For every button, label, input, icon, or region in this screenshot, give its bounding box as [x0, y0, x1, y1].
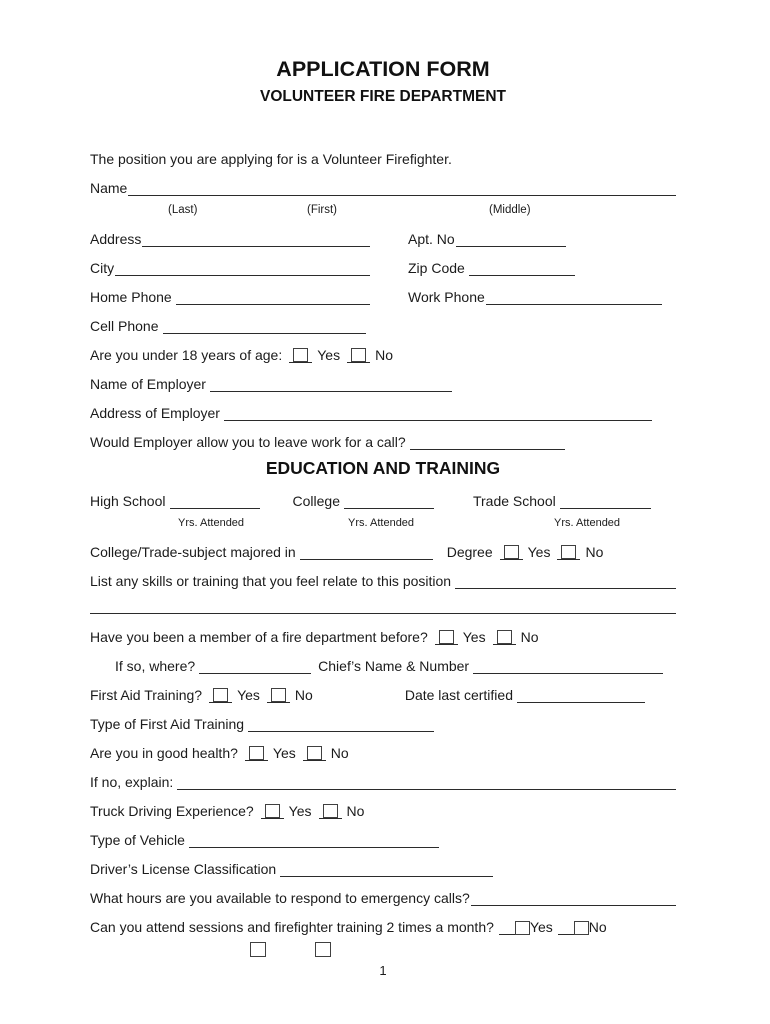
health-no-checkbox-slot — [303, 744, 326, 761]
first-aid-type-row — [90, 711, 676, 732]
yrs-attended-row — [90, 517, 676, 532]
address-line[interactable] — [142, 232, 370, 247]
education-heading: EDUCATION AND TRAINING — [265, 458, 501, 478]
truck-driving-no-checkbox[interactable] — [323, 804, 338, 818]
trade-school-label: Trade School — [472, 493, 556, 509]
no-label: No — [346, 803, 365, 819]
first-aid-label: First Aid Training? — [90, 687, 203, 703]
extra-checkbox-1[interactable] — [250, 942, 266, 957]
chiefs-name-label: Chief’s Name & Number — [318, 658, 470, 674]
yes-label: Yes — [272, 745, 296, 761]
vehicle-type-line[interactable] — [189, 833, 439, 848]
name-hints-row — [90, 204, 676, 219]
majored-row — [90, 539, 676, 560]
city-line[interactable] — [115, 261, 370, 276]
sessions-row — [90, 914, 676, 935]
first-aid-type-line[interactable] — [248, 717, 434, 732]
apt-no-label: Apt. No — [408, 231, 455, 247]
first-aid-no-checkbox[interactable] — [271, 688, 286, 702]
leave-work-row — [90, 429, 676, 450]
zip-code-line[interactable] — [469, 261, 575, 276]
first-aid-row — [90, 682, 676, 703]
under18-no-checkbox-slot — [347, 346, 370, 363]
yes-label: Yes — [317, 347, 341, 363]
yes-label: Yes — [237, 687, 260, 703]
phone-row — [90, 284, 676, 305]
explain-row — [90, 769, 676, 790]
license-line[interactable] — [280, 862, 493, 877]
member-before-yes-checkbox[interactable] — [439, 630, 454, 644]
name-label: Name — [90, 180, 128, 196]
skills-label: List any skills or training that you feel relate to this position — [90, 573, 452, 589]
under18-no-checkbox[interactable] — [351, 348, 366, 362]
good-health-yes-checkbox[interactable] — [249, 746, 264, 760]
vehicle-type-row — [90, 827, 676, 848]
no-label: No — [294, 687, 313, 703]
leave-work-line[interactable] — [410, 435, 565, 450]
member-before-label: Have you been a member of a fire department before? — [90, 629, 428, 645]
vehicle-type-label: Type of Vehicle — [90, 832, 185, 848]
city-row — [90, 255, 676, 276]
attend-sessions-label: Can you attend sessions and firefighter training 2 times a month? — [90, 919, 494, 935]
cell-phone-label: Cell Phone — [90, 318, 159, 334]
extra-checkboxes-row — [90, 940, 676, 957]
first-aid-no-checkbox-slot — [267, 686, 290, 703]
page-number: 1 — [379, 963, 387, 978]
work-phone-label: Work Phone — [408, 289, 485, 305]
apt-no-line[interactable] — [456, 232, 566, 247]
extra-checkbox-2[interactable] — [315, 942, 331, 957]
employer-name-line[interactable] — [210, 377, 452, 392]
member-before-no-checkbox[interactable] — [497, 630, 512, 644]
truck-no-checkbox-slot — [319, 802, 342, 819]
intro-row — [90, 146, 676, 167]
leave-work-label: Would Employer allow you to leave work for a call? — [90, 434, 406, 450]
if-no-explain-label: If no, explain: — [90, 774, 174, 790]
chiefs-name-line[interactable] — [473, 659, 663, 674]
address-label: Address — [90, 231, 142, 247]
where-line[interactable] — [199, 659, 311, 674]
skills-continuation-row — [90, 597, 676, 614]
college-label: College — [292, 493, 340, 509]
yes-label: Yes — [529, 919, 553, 935]
sessions-blank-1[interactable] — [499, 920, 515, 935]
no-label: No — [520, 629, 539, 645]
first-aid-yes-checkbox-slot — [209, 686, 232, 703]
under-18-row — [90, 342, 676, 363]
form-subtitle: VOLUNTEER FIRE DEPARTMENT — [260, 88, 506, 105]
no-label: No — [375, 347, 393, 363]
truck-driving-label: Truck Driving Experience? — [90, 803, 254, 819]
employer-name-label: Name of Employer — [90, 376, 206, 392]
sessions-no-checkbox[interactable] — [574, 921, 589, 935]
health-yes-checkbox-slot — [245, 744, 268, 761]
truck-driving-yes-checkbox[interactable] — [265, 804, 280, 818]
home-phone-line[interactable] — [176, 290, 370, 305]
sessions-yes-checkbox[interactable] — [515, 921, 530, 935]
education-row — [90, 488, 676, 509]
intro-text: The position you are applying for is a Volunteer Firefighter. — [90, 151, 452, 167]
majored-label: College/Trade-subject majored in — [90, 544, 296, 560]
member-yes-checkbox-slot — [435, 628, 458, 645]
address-row — [90, 226, 676, 247]
majored-line[interactable] — [300, 545, 433, 560]
if-so-where-row — [90, 653, 676, 674]
no-label: No — [330, 745, 349, 761]
trade-school-line[interactable] — [560, 494, 651, 509]
hours-available-label: What hours are you available to respond to emergency calls? — [90, 890, 470, 906]
form-title: APPLICATION FORM — [276, 57, 490, 81]
employer-address-row — [90, 400, 676, 421]
yrs-attended-hint-1: Yrs. Attended — [178, 517, 245, 529]
skills-row — [90, 568, 676, 589]
employer-address-line[interactable] — [224, 406, 652, 421]
zip-code-label: Zip Code — [408, 260, 465, 276]
no-label: No — [588, 919, 607, 935]
high-school-label: High School — [90, 493, 166, 509]
under18-yes-checkbox[interactable] — [293, 348, 308, 362]
work-phone-line[interactable] — [486, 290, 662, 305]
name-line[interactable] — [128, 181, 676, 196]
high-school-line[interactable] — [170, 494, 260, 509]
yrs-attended-hint-3: Yrs. Attended — [554, 517, 621, 529]
degree-yes-checkbox-slot — [500, 543, 523, 560]
date-certified-line[interactable] — [517, 688, 645, 703]
first-aid-yes-checkbox[interactable] — [213, 688, 228, 702]
name-last-hint: (Last) — [168, 204, 198, 216]
under-18-label: Are you under 18 years of age: — [90, 347, 283, 363]
explain-line[interactable] — [177, 775, 676, 790]
license-classification-label: Driver’s License Classification — [90, 861, 277, 877]
sessions-blank-2[interactable] — [558, 920, 574, 935]
date-certified-label: Date last certified — [404, 687, 513, 703]
good-health-label: Are you in good health? — [90, 745, 238, 761]
degree-no-checkbox[interactable] — [561, 545, 576, 559]
employer-address-label: Address of Employer — [90, 405, 220, 421]
first-aid-type-label: Type of First Aid Training — [90, 716, 245, 732]
if-so-where-label: If so, where? — [115, 658, 196, 674]
yrs-attended-hint-2: Yrs. Attended — [348, 517, 415, 529]
home-phone-label: Home Phone — [90, 289, 172, 305]
member-no-checkbox-slot — [493, 628, 516, 645]
hours-row — [90, 885, 676, 906]
degree-label: Degree — [446, 544, 493, 560]
yes-label: Yes — [527, 544, 551, 560]
degree-yes-checkbox[interactable] — [504, 545, 519, 559]
license-row — [90, 856, 676, 877]
skills-line[interactable] — [455, 574, 676, 589]
cell-phone-row — [90, 313, 676, 334]
yes-label: Yes — [288, 803, 312, 819]
skills-line-2[interactable] — [90, 599, 676, 614]
name-first-hint: (First) — [307, 204, 338, 216]
yes-label: Yes — [462, 629, 486, 645]
city-label: City — [90, 260, 115, 276]
name-middle-hint: (Middle) — [489, 204, 531, 216]
truck-yes-checkbox-slot — [261, 802, 284, 819]
cell-phone-line[interactable] — [163, 319, 366, 334]
college-line[interactable] — [344, 494, 434, 509]
truck-driving-row — [90, 798, 676, 819]
no-label: No — [585, 544, 604, 560]
degree-no-checkbox-slot — [557, 543, 580, 560]
employer-name-row — [90, 371, 676, 392]
hours-line[interactable] — [471, 891, 676, 906]
good-health-no-checkbox[interactable] — [307, 746, 322, 760]
member-before-row — [90, 624, 676, 645]
name-row — [90, 175, 676, 196]
under18-yes-checkbox-slot — [289, 346, 312, 363]
good-health-row — [90, 740, 676, 761]
